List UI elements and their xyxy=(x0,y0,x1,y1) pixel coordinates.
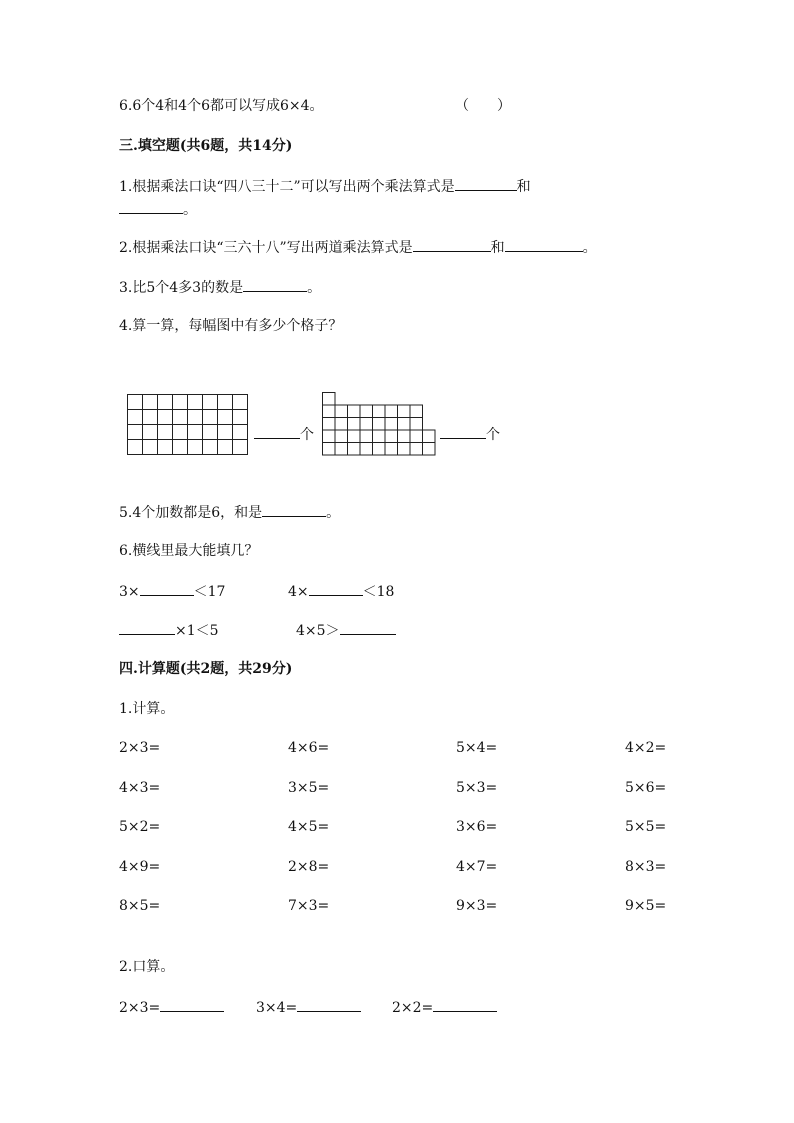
answer-blank[interactable] xyxy=(413,237,491,252)
oral-calc-2 xyxy=(256,997,361,1018)
grid-1-answer xyxy=(254,424,314,445)
calc-item: 4×2= xyxy=(625,740,667,756)
grid-cell xyxy=(385,418,398,431)
grid-1-unit: 个 xyxy=(300,427,314,443)
calc-item: 9×5= xyxy=(625,898,667,914)
fill-question-1-cont xyxy=(119,199,197,220)
grid-cell xyxy=(335,443,348,456)
inequality-2 xyxy=(288,581,394,602)
calc-item: 4×5= xyxy=(288,819,330,835)
oral-calc-expr: 2×3= xyxy=(119,1000,161,1016)
calc-1-title: 1.计算。 xyxy=(119,701,175,717)
grid-cell xyxy=(348,418,361,431)
grid-cell xyxy=(143,425,158,440)
answer-blank[interactable] xyxy=(455,176,517,191)
answer-blank[interactable] xyxy=(433,997,497,1012)
fill-5-end: 。 xyxy=(326,505,341,521)
grid-cell xyxy=(423,430,436,443)
calc-item: 3×5= xyxy=(288,780,330,796)
grid-cell xyxy=(218,410,233,425)
answer-blank[interactable] xyxy=(262,502,326,517)
fill-3-end: 。 xyxy=(307,280,322,296)
calc-item: 2×3= xyxy=(119,740,161,756)
grid-cell xyxy=(323,443,336,456)
inequality-4-left: 4×5＞ xyxy=(296,623,340,639)
grid-cell xyxy=(128,410,143,425)
grid-cell xyxy=(373,405,386,418)
oral-calc-3 xyxy=(392,997,497,1018)
fill-question-2 xyxy=(119,237,597,258)
fill-question-1 xyxy=(119,176,531,197)
grid-cell xyxy=(233,410,248,425)
grid-cell xyxy=(373,443,386,456)
calc-item: 2×8= xyxy=(288,859,330,875)
calc-item: 8×5= xyxy=(119,898,161,914)
inequality-3 xyxy=(119,620,219,641)
grid-cell xyxy=(203,440,218,455)
fill-question-4: 4.算一算，每幅图中有多少个格子？ xyxy=(119,318,343,334)
inequality-1 xyxy=(119,581,225,602)
calc-item: 5×6= xyxy=(625,780,667,796)
grid-cell xyxy=(188,440,203,455)
calc-item: 5×3= xyxy=(456,780,498,796)
grid-cell xyxy=(398,443,411,456)
grid-2-answer xyxy=(440,424,500,445)
grid-cell xyxy=(335,405,348,418)
grid-cell xyxy=(410,418,423,431)
grid-cell xyxy=(218,395,233,410)
grid-figure-2 xyxy=(322,392,438,456)
inequality-1-right: ＜17 xyxy=(193,584,226,600)
grid-cell xyxy=(373,418,386,431)
grid-cell xyxy=(128,440,143,455)
calc-item: 3×6= xyxy=(456,819,498,835)
grid-cell xyxy=(385,405,398,418)
grid-cell xyxy=(323,405,336,418)
grid-cell xyxy=(218,425,233,440)
grid-cell xyxy=(143,440,158,455)
fill-3-text: 3.比5个4多3的数是 xyxy=(119,280,244,296)
answer-parentheses[interactable]: （ ） xyxy=(455,98,511,114)
grid-cell xyxy=(128,395,143,410)
fill-2-text: 2.根据乘法口诀“三六十八”写出两道乘法算式是 xyxy=(119,240,413,256)
fill-1-text: 1.根据乘法口诀“四八三十二”可以写出两个乘法算式是 xyxy=(119,179,455,195)
grid-cell xyxy=(203,425,218,440)
calc-item: 5×2= xyxy=(119,819,161,835)
grid-cell xyxy=(348,430,361,443)
judge-question-6 xyxy=(119,96,324,116)
grid-cell xyxy=(143,395,158,410)
grid-cell xyxy=(423,443,436,456)
answer-blank[interactable] xyxy=(440,424,486,439)
grid-cell xyxy=(335,418,348,431)
calc-item: 4×9= xyxy=(119,859,161,875)
answer-blank[interactable] xyxy=(119,199,183,214)
section-3-title: 三.填空题(共6题，共14分) xyxy=(119,138,293,154)
grid-cell xyxy=(323,393,336,406)
grid-cell xyxy=(233,425,248,440)
grid-cell xyxy=(335,430,348,443)
inequality-1-left: 3× xyxy=(119,584,140,600)
answer-blank[interactable] xyxy=(160,997,224,1012)
grid-cell xyxy=(233,395,248,410)
grid-cell xyxy=(158,425,173,440)
grid-cell xyxy=(373,430,386,443)
grid-cell xyxy=(348,405,361,418)
grid-cell xyxy=(188,425,203,440)
grid-cell xyxy=(360,430,373,443)
oral-calc-expr: 3×4= xyxy=(256,1000,298,1016)
calc-item: 9×3= xyxy=(456,898,498,914)
grid-cell xyxy=(398,405,411,418)
grid-cell xyxy=(360,443,373,456)
grid-cell xyxy=(398,418,411,431)
inequality-2-right: ＜18 xyxy=(362,584,395,600)
answer-blank[interactable] xyxy=(505,237,583,252)
grid-cell xyxy=(410,430,423,443)
grid-cell xyxy=(360,418,373,431)
grid-cell xyxy=(348,443,361,456)
fill-2-end: 。 xyxy=(582,240,597,256)
fill-question-6: 6.横线里最大能填几？ xyxy=(119,543,259,559)
grid-cell xyxy=(188,410,203,425)
grid-cell xyxy=(233,440,248,455)
fill-question-3 xyxy=(119,277,321,298)
calc-item: 7×3= xyxy=(288,898,330,914)
grid-2-unit: 个 xyxy=(486,427,500,443)
grid-cell xyxy=(323,430,336,443)
judge-question-text: 6.6个4和4个6都可以写成6×4。 xyxy=(119,98,324,114)
calc-item: 4×7= xyxy=(456,859,498,875)
answer-blank[interactable] xyxy=(119,620,175,635)
fill-1-end: 。 xyxy=(183,202,197,218)
grid-cell xyxy=(385,443,398,456)
grid-cell xyxy=(323,418,336,431)
calc-item: 4×6= xyxy=(288,740,330,756)
oral-calc-expr: 2×2= xyxy=(392,1000,434,1016)
calc-item: 5×4= xyxy=(456,740,498,756)
grid-cell xyxy=(398,430,411,443)
grid-cell xyxy=(188,395,203,410)
fill-question-5 xyxy=(119,502,340,523)
answer-blank[interactable] xyxy=(297,997,361,1012)
fill-5-text: 5.4个加数都是6，和是 xyxy=(119,505,263,521)
grid-cell xyxy=(203,395,218,410)
answer-blank[interactable] xyxy=(140,581,194,596)
grid-cell xyxy=(158,410,173,425)
grid-cell xyxy=(385,430,398,443)
grid-cell xyxy=(173,395,188,410)
calc-item: 8×3= xyxy=(625,859,667,875)
inequality-3-right: ×1＜5 xyxy=(175,623,219,639)
grid-cell xyxy=(410,443,423,456)
calc-item: 4×3= xyxy=(119,780,161,796)
grid-cell xyxy=(158,440,173,455)
answer-blank[interactable] xyxy=(340,620,396,635)
grid-cell xyxy=(173,425,188,440)
oral-calc-1 xyxy=(119,997,224,1018)
answer-blank[interactable] xyxy=(243,277,307,292)
inequality-4 xyxy=(296,620,396,641)
inequality-2-left: 4× xyxy=(288,584,309,600)
answer-blank[interactable] xyxy=(309,581,363,596)
calc-2-title: 2.口算。 xyxy=(119,959,175,975)
grid-cell xyxy=(410,405,423,418)
grid-cell xyxy=(173,440,188,455)
grid-cell xyxy=(360,405,373,418)
fill-2-and: 和 xyxy=(490,240,505,256)
fill-1-and: 和 xyxy=(516,179,531,195)
answer-blank[interactable] xyxy=(254,424,300,439)
grid-cell xyxy=(143,410,158,425)
grid-cell xyxy=(203,410,218,425)
grid-cell xyxy=(128,425,143,440)
section-4-title: 四.计算题(共2题，共29分) xyxy=(119,661,293,677)
calc-item: 5×5= xyxy=(625,819,667,835)
grid-figure-1 xyxy=(127,394,249,456)
grid-cell xyxy=(218,440,233,455)
grid-cell xyxy=(158,395,173,410)
grid-cell xyxy=(173,410,188,425)
